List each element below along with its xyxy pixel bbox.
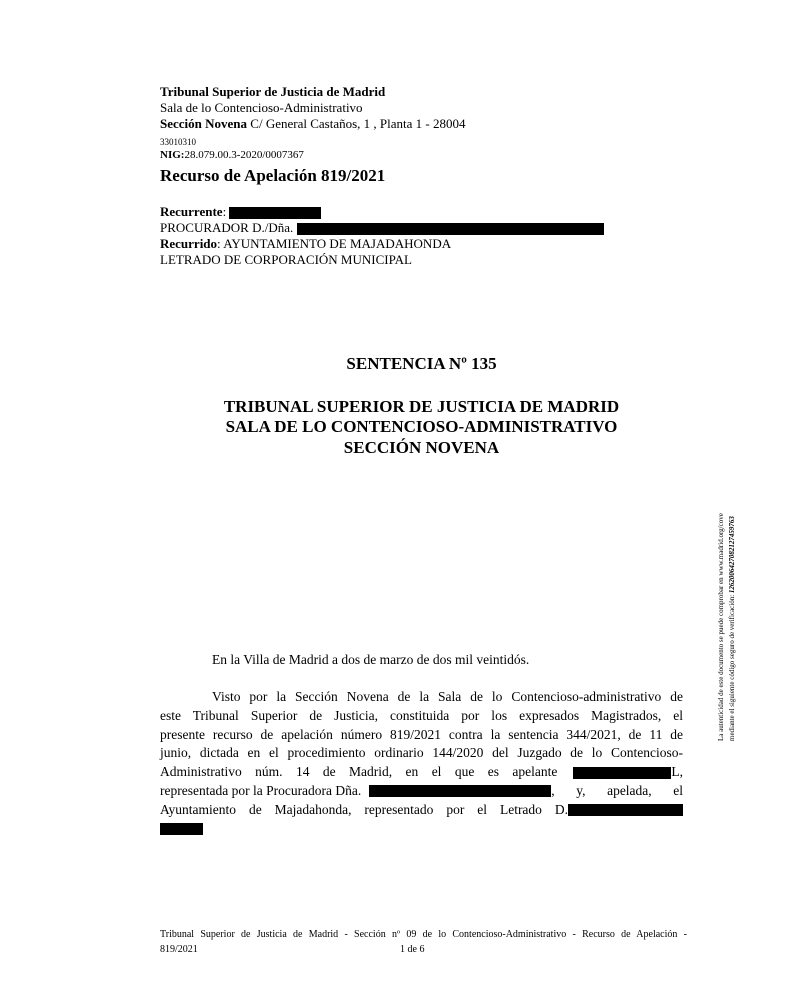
sentencia-title: SENTENCIA Nº 135	[346, 354, 497, 373]
nig-label: NIG:	[160, 149, 185, 161]
procurador-label: PROCURADOR D./Dña.	[160, 220, 294, 235]
redaction-block	[573, 767, 671, 779]
address: C/ General Castaños, 1 , Planta 1 - 28004	[247, 116, 466, 131]
case-title: Recurso de Apelación 819/2021	[160, 166, 386, 185]
verification-note	[716, 513, 738, 741]
body-line	[160, 801, 683, 820]
verification-line-1: La autenticidad de este documento se puede comprobar en www.madrid.org/cove	[717, 513, 725, 741]
date-line: En la Villa de Madrid a dos de marzo de dos mil veintidós.	[212, 652, 530, 667]
body-line: presente recurso de apelación número 819/2021 contra la sentencia 344/2021, de 11 de	[160, 726, 683, 742]
court-heading-1: TRIBUNAL SUPERIOR DE JUSTICIA DE MADRID	[223, 397, 620, 416]
page-number: 1 de 6	[400, 944, 425, 955]
body-line-text: Administrativo núm. 14 de Madrid, en el que es apelante	[160, 764, 558, 780]
section-address	[160, 116, 465, 132]
verification-code: 1262006427082127459763	[728, 516, 736, 594]
court-heading-3: SECCIÓN NOVENA	[343, 438, 500, 457]
recurrente-line: Recurrente:	[160, 204, 321, 220]
redaction-block	[568, 804, 683, 816]
redaction-block	[369, 785, 551, 797]
recurrente-label: Recurrente	[160, 204, 223, 219]
body-line: Visto por la Sección Novena de la Sala de lo Contencioso-administrativo de	[212, 689, 683, 704]
redaction-block	[229, 207, 321, 219]
court-name: Tribunal Superior de Justicia de Madrid	[160, 84, 386, 99]
footer-line-1: Tribunal Superior de Justicia de Madrid - Sección nº 09 de lo Contencioso-Administrativo - Recurso de Apelación -	[160, 929, 687, 940]
nig-line	[160, 149, 304, 161]
body-line: junio, dictada en el procedimiento ordinario 144/2020 del Juzgado de lo Contencioso-	[160, 745, 683, 761]
sala-name: Sala de lo Contencioso-Administrativo	[160, 100, 363, 115]
court-heading-2: SALA DE LO CONTENCIOSO-ADMINISTRATIVO	[225, 417, 618, 436]
body-line-text: representada por la Procuradora Dña.	[160, 782, 362, 798]
verification-line-2	[727, 513, 738, 741]
verification-prefix: mediante el siguiente código seguro de verificación:	[728, 593, 736, 741]
nig-value: 28.079.00.3-2020/0007367	[184, 149, 304, 161]
redaction-block	[297, 223, 604, 235]
body-line-end: L,	[671, 764, 683, 780]
redaction-block	[160, 823, 203, 835]
letrado-line: LETRADO DE CORPORACIÓN MUNICIPAL	[160, 252, 412, 267]
footer-case-number: 819/2021	[160, 944, 198, 955]
body-line: este Tribunal Superior de Justicia, constituida por los expresados Magistrados, el	[160, 707, 683, 723]
body-paragraph	[160, 688, 683, 838]
recurrido-label: Recurrido	[160, 236, 218, 251]
procurador-line	[160, 220, 604, 236]
body-line-end: , y, apelada, el	[551, 782, 683, 798]
body-line	[160, 782, 683, 801]
body-line	[160, 763, 683, 782]
body-line-text: Ayuntamiento de Majadahonda, representado por el Letrado D.	[160, 801, 568, 817]
recurrido-line	[160, 236, 451, 252]
body-line	[160, 820, 683, 838]
recurrido-value: : AYUNTAMIENTO DE MAJADAHONDA	[217, 236, 452, 251]
footer-line-2	[160, 943, 687, 957]
office-code: 33010310	[160, 137, 196, 147]
section-label: Sección Novena	[160, 116, 248, 131]
